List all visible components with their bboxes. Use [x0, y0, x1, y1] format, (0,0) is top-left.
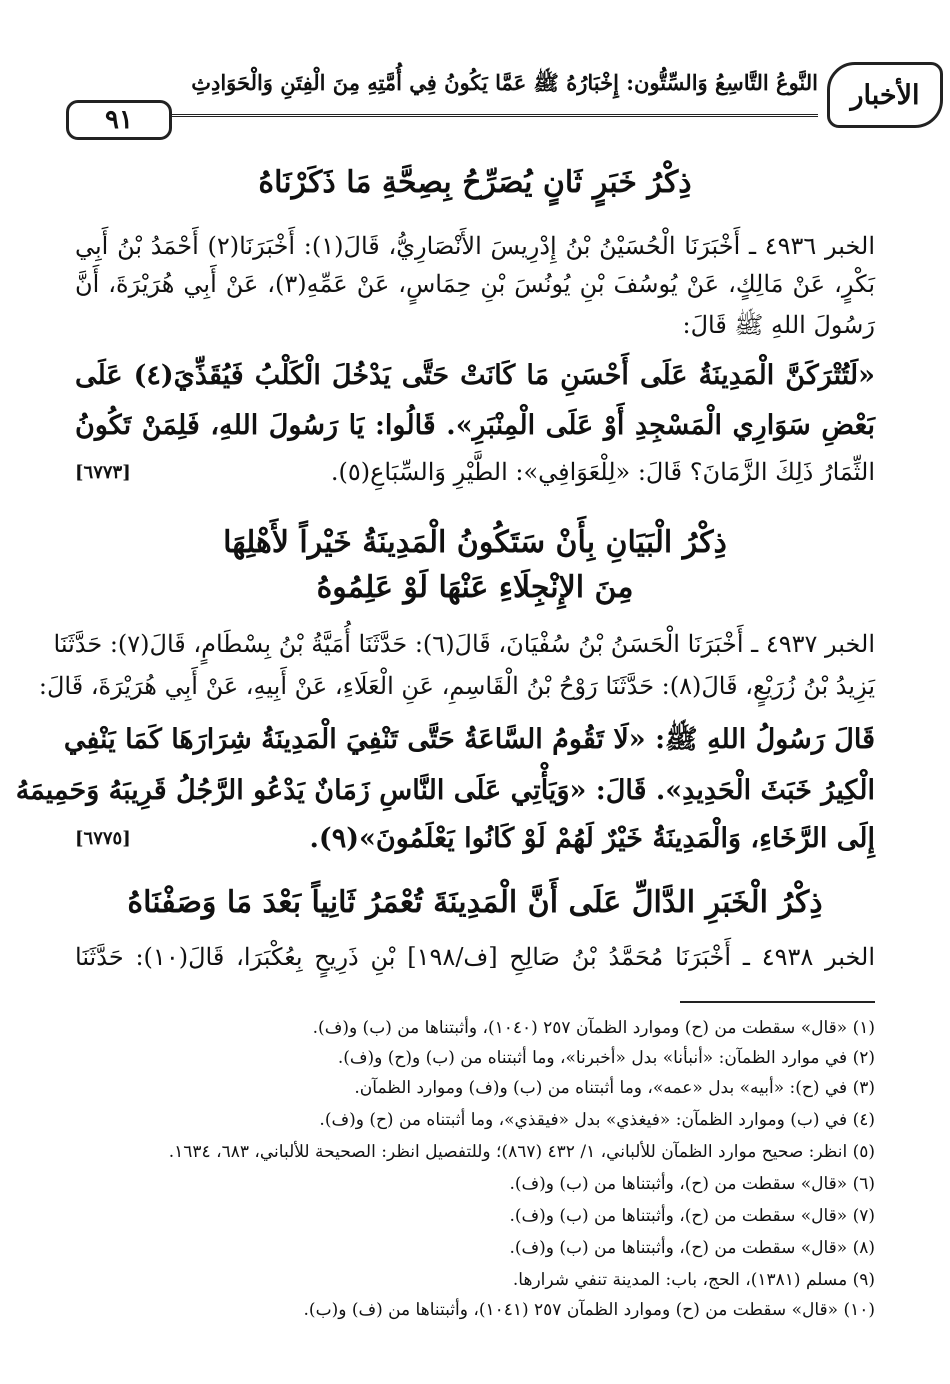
footnote: (٨) «قال» سقطت من (ح)، وأثبتناها من (ب) و(ف). [509, 1238, 875, 1258]
footnote: (٩) مسلم (١٣٨١)، الحج، باب: المدينة تنفي شرارها. [512, 1270, 875, 1290]
section-badge-label: الأخبار [850, 79, 920, 111]
footnote: (١) «قال» سقطت من (ح) وموارد الظمآن ٢٥٧ (١٠٤٠)، وأثبتناها من (ب) و(ف). [312, 1018, 875, 1038]
footnote-separator [680, 1001, 875, 1003]
footnote: (١٠) «قال» سقطت من (ح) وموارد الظمآن ٢٥٧ (١٠٤١)، وأثبتناها من (ف) و(ب). [303, 1300, 875, 1320]
footnote: (٤) في (ب) وموارد الظمآن: «فيغذي» بدل «فيقذي»، وما أثبتناه من (ح) و(ف). [319, 1110, 875, 1130]
text-line: يَزِيدُ بْنُ زُرَيْعٍ، قَالَ(٨): حَدَّثَنَا رَوْحُ بْنُ الْقَاسِمِ، عَنِ الْعَلَاءِ، عَنْ أَبِيهِ، عَنْ أَبِي هُرَيْرَةَ، قَالَ: [38, 672, 875, 700]
text-line: الخبر ٤٩٣٧ ـ أَخْبَرَنَا الْحَسَنُ بْنُ سُفْيَانَ، قَالَ(٦): حَدَّثَنَا أُمَيَّةُ بْنُ بِسْطَامٍ، قَالَ(٧): حَدَّثَنَا [53, 630, 875, 658]
section-heading: ذِكْرُ خَبَرٍ ثَانٍ يُصَرِّحُ بِصِحَّةِ مَا ذَكَرْنَاهُ [258, 165, 692, 200]
text-line: الثِّمَارُ ذَلِكَ الزَّمَانَ؟ قَالَ: «لِلْعَوَافِي»: الطَّيْرِ وَالسِّبَاعِ(٥). [330, 458, 875, 486]
header-rule [78, 114, 818, 117]
hadith-text-line: «لَتُتْرَكَنَّ الْمَدِينَةُ عَلَى أَحْسَنِ مَا كَانَتْ حَتَّى يَدْخُلَ الْكَلْبُ فَيُقَذِّيَ(٤) عَلَى [75, 360, 875, 391]
footnote: (٧) «قال» سقطت من (ح)، وأثبتناها من (ب) و(ف). [509, 1206, 875, 1226]
text-line: رَسُولَ اللهِ ﷺ قَالَ: [682, 311, 875, 339]
footnote: (٦) «قال» سقطت من (ح)، وأثبتناها من (ب) و(ف). [509, 1174, 875, 1194]
reference-number: [٦٧٧٣] [75, 462, 131, 483]
footnote: (٣) في (ح): «أبيه» بدل «عمه»، وما أثبتناه من (ب) و(ف) وموارد الظمآن. [354, 1078, 875, 1098]
hadith-text-line: بَعْضِ سَوَارِي الْمَسْجِدِ أَوْ عَلَى الْمِنْبَرِ». قَالُوا: يَا رَسُولَ اللهِ، فَلِمَنْ تَكُونُ [75, 410, 875, 441]
footnote: (٥) انظر: صحيح موارد الظمآن للألباني، ١/ ٤٣٢ (٨٦٧)؛ وللتفصيل انظر: الصحيحة للألباني، ٦٨٣، ١٦٣٤. [168, 1142, 875, 1162]
reference-number: [٦٧٧٥] [75, 828, 131, 849]
page-number-box [66, 100, 172, 140]
hadith-text-line: إِلَى الرَّخَاءِ، وَالْمَدِينَةُ خَيْرٌ لَهُمْ لَوْ كَانُوا يَعْلَمُونَ»(٩). [309, 823, 875, 854]
text-line: الخبر ٤٩٣٨ ـ أَخْبَرَنَا مُحَمَّدُ بْنُ صَالِحِ [ف/١٩٨] بْنِ ذَرِيحٍ بِعُكْبَرَا، قَالَ(١٠): حَدَّثَنَا [75, 943, 875, 971]
hadith-text-line: قَالَ رَسُولُ اللهِ ﷺ: «لَا تَقُومُ السَّاعَةُ حَتَّى تَنْفِيَ الْمَدِينَةُ شِرَارَهَا كَمَا يَنْفِي [63, 724, 875, 755]
section-heading: مِنَ الإِنْجِلَاءِ عَنْهَا لَوْ عَلِمُوهُ [316, 570, 634, 605]
footnote: (٢) في موارد الظمآن: «أنبأنا» بدل «أخبرنا»، وما أثبتناه من (ب) و(ح) و(ف). [337, 1048, 875, 1068]
header-title: النَّوعُ التَّاسِعُ وَالسِّتُّون: إِخْبَارُهُ ﷺ عَمَّا يَكُونُ فِي أُمَّتِهِ مِنَ الْفِتَنِ وَالْحَوَادِثِ [191, 70, 818, 95]
page-number: ٩١ [105, 105, 133, 135]
running-header [78, 48, 920, 135]
section-heading: ذِكْرُ الْخَبَرِ الدَّالِّ عَلَى أَنَّ الْمَدِينَةَ تُعْمَرُ ثَانِياً بَعْدَ مَا وَصَفْنَاهُ [127, 885, 823, 920]
text-line: بَكْرٍ، عَنْ مَالِكٍ، عَنْ يُوسُفَ بْنِ يُونُسَ بْنِ حِمَاسٍ، عَنْ عَمِّهِ(٣)، عَنْ أَبِي هُرَيْرَةَ، أَنَّ [75, 270, 876, 298]
hadith-text-line: الْكِيرُ خَبَثَ الْحَدِيدِ». قَالَ: «وَيَأْتِي عَلَى النَّاسِ زَمَانٌ يَدْعُو الرَّجُلُ قَرِيبَهُ وَحَمِيمَهُ [15, 775, 875, 806]
text-line: الخبر ٤٩٣٦ ـ أَخْبَرَنَا الْحُسَيْنُ بْنُ إِدْرِيسَ الأَنْصَارِيُّ، قَالَ(١): أَخْبَرَنَا(٢) أَحْمَدُ بْنُ أَبِي [75, 232, 875, 260]
section-heading: ذِكْرُ الْبَيَانِ بِأَنْ سَتَكُونُ الْمَدِينَةُ خَيْراً لأَهْلِهَا [223, 525, 727, 560]
section-badge [827, 62, 943, 128]
